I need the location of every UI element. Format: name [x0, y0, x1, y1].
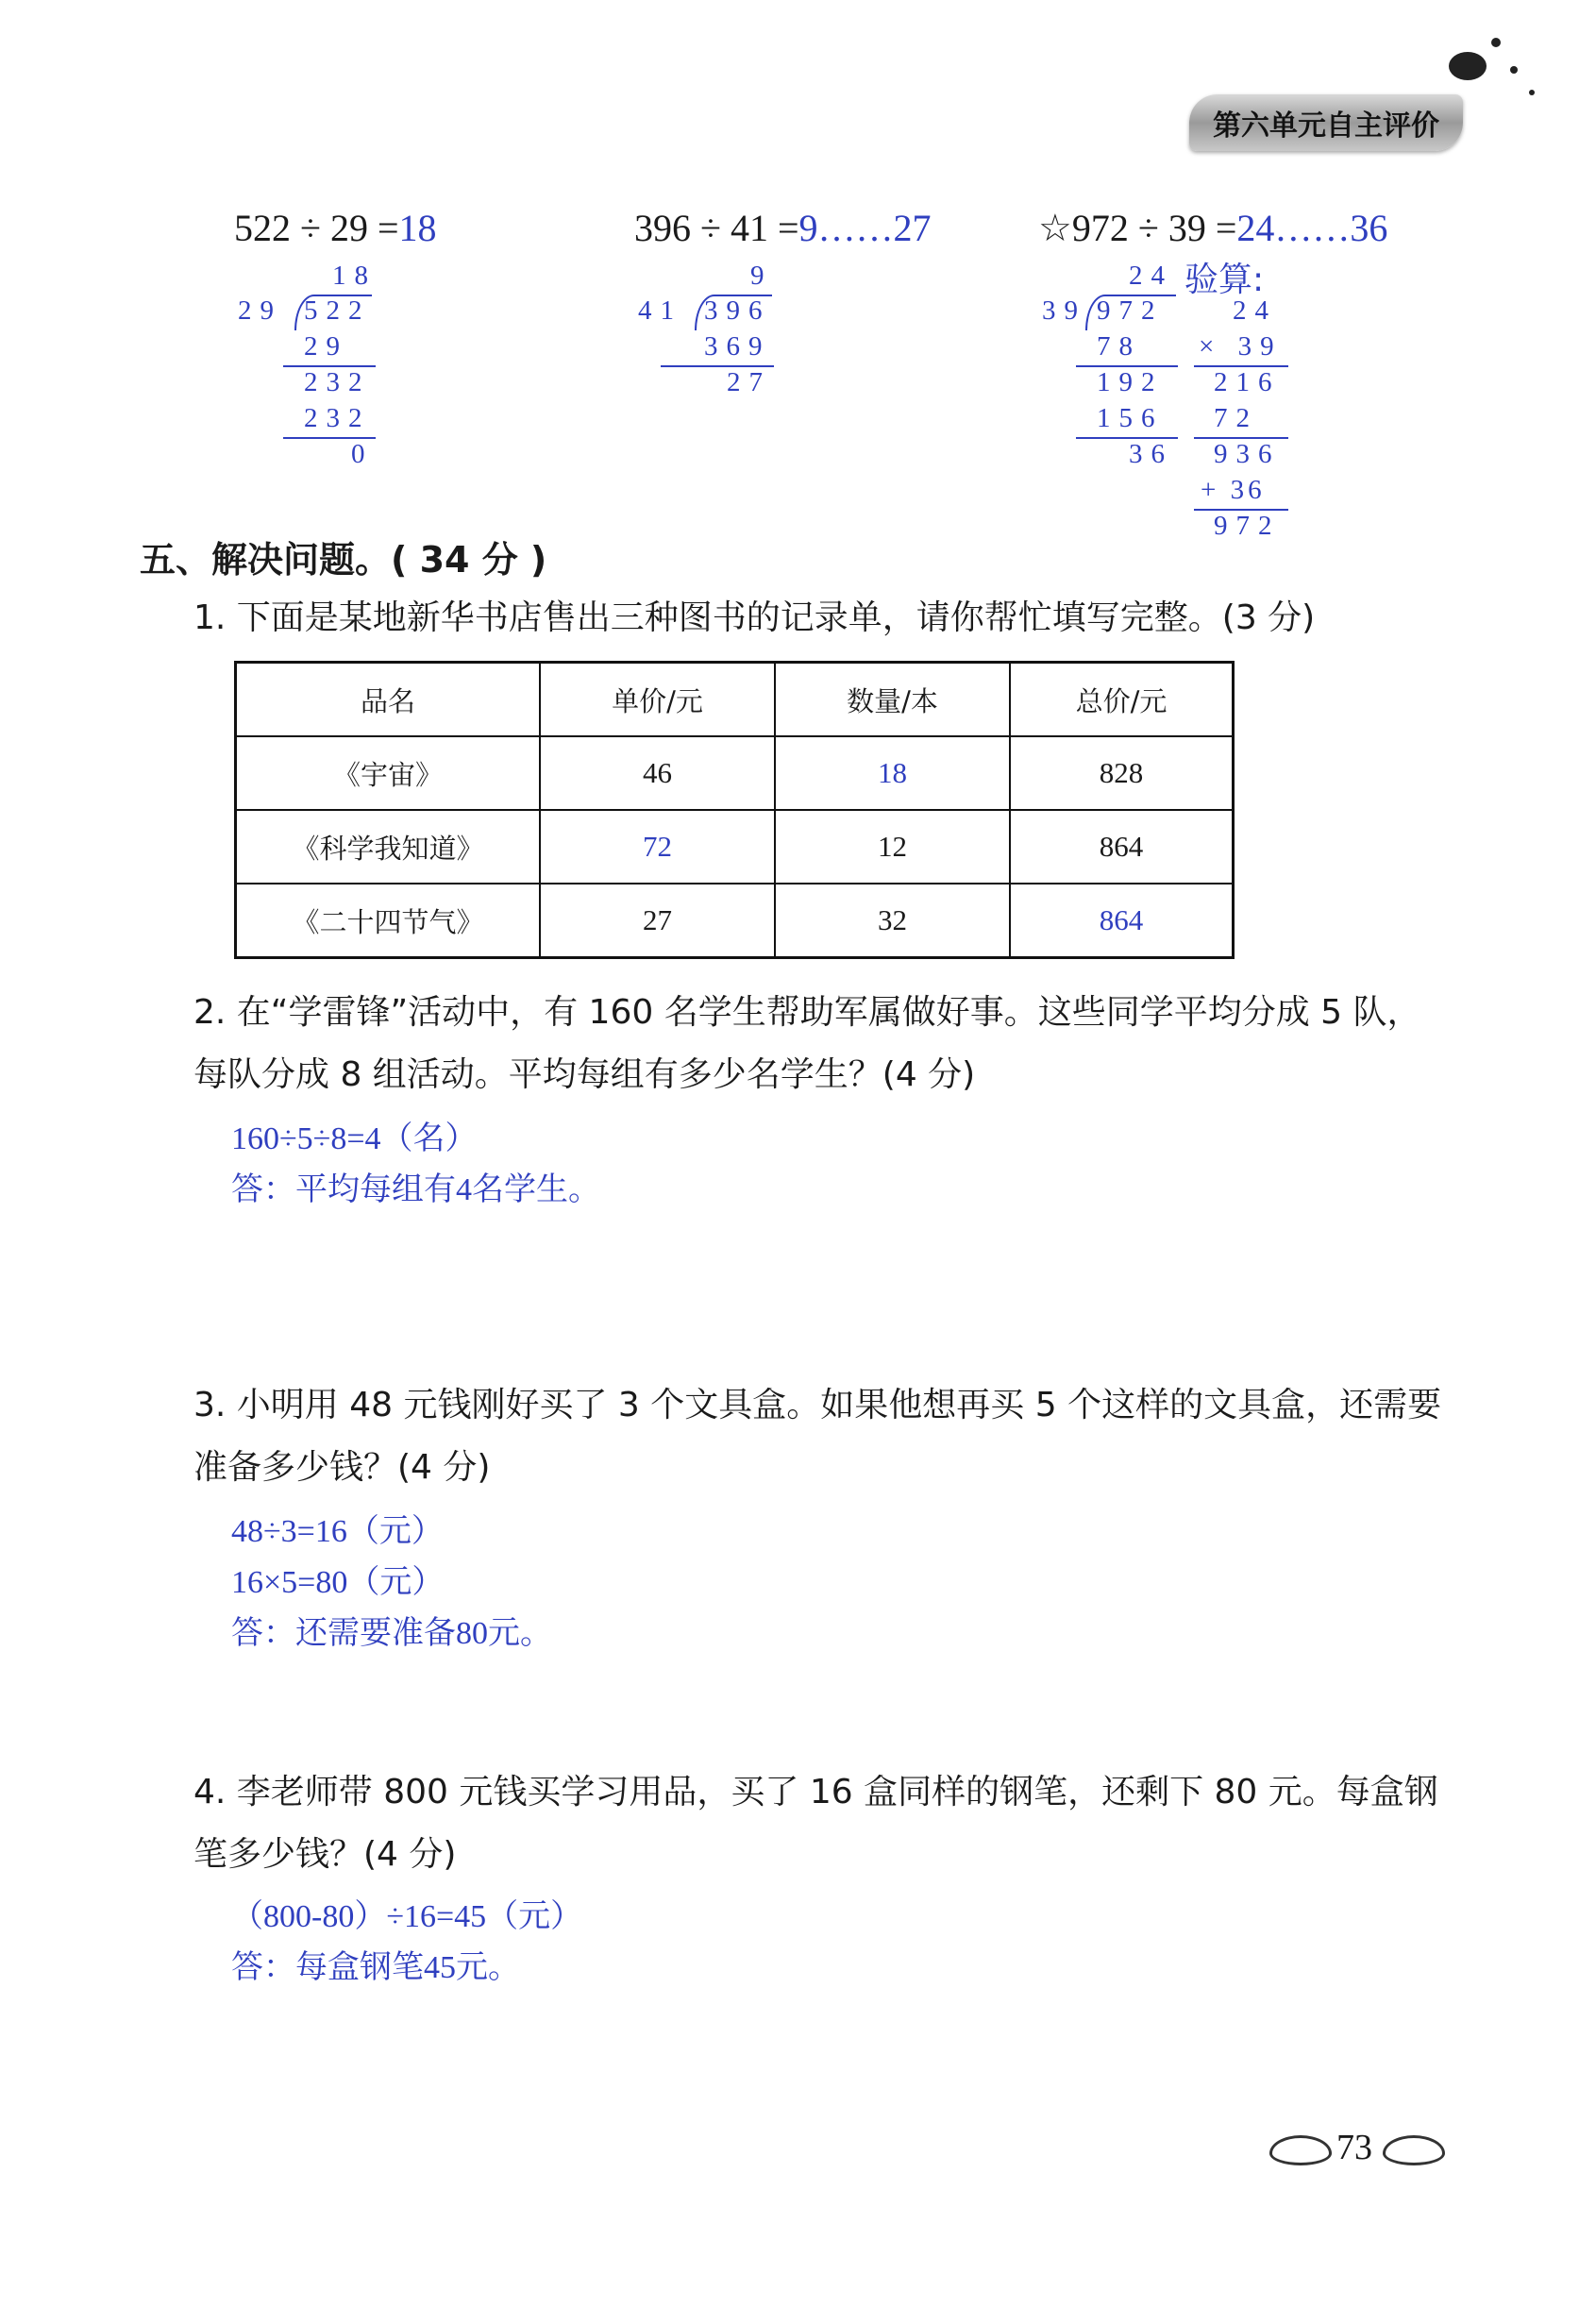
section-title: 五、解决问题。( 34 分 ) — [140, 539, 547, 581]
long-division-step: 156 — [1097, 403, 1164, 433]
table-header-cell: 单价/元 — [540, 663, 775, 737]
check-line: 24 — [1233, 295, 1277, 326]
long-division-step: 232 — [304, 367, 371, 397]
long-division-dividend-3: 972 — [1097, 295, 1164, 326]
table-header-cell: 品名 — [236, 663, 541, 737]
ink-dot-decoration — [1529, 90, 1535, 95]
division-answer-2: 9……27 — [798, 207, 932, 249]
long-division-dividend-2: 396 — [704, 295, 771, 326]
check-line: 936 — [1214, 439, 1281, 469]
check-line: 216 — [1214, 367, 1281, 397]
long-division-step: 232 — [304, 403, 371, 433]
check-line: 972 — [1214, 511, 1281, 541]
table-cell-book: 《宇宙》 — [236, 736, 541, 810]
check-label: 验算: — [1184, 261, 1265, 299]
table-header-cell: 数量/本 — [775, 663, 1010, 737]
table-header-cell: 总价/元 — [1010, 663, 1234, 737]
long-division-step: 369 — [704, 331, 771, 362]
answer-4-line: 答：每盒钢笔45元。 — [231, 1950, 520, 1985]
question-1: 1. 下面是某地新华书店售出三种图书的记录单，请你帮忙填写完整。(3 分) — [193, 598, 1316, 637]
division-answer-3: 24……36 — [1236, 207, 1388, 249]
ink-dot-decoration — [1491, 38, 1501, 47]
book-sales-table — [234, 661, 1235, 959]
check-line: + 36 — [1201, 475, 1266, 505]
long-division-step: 29 — [304, 331, 348, 362]
check-line: 72 — [1214, 403, 1258, 433]
question-4: 4. 李老师带 800 元钱买学习用品，买了 16 盒同样的钢笔，还剩下 80 元。每盒钢笔多少钱？(4 分) — [193, 1773, 1438, 1874]
division-answer-1: 18 — [398, 207, 437, 249]
division-question-1: 522 ÷ 29 =18 — [234, 207, 437, 249]
long-division-divisor-2: 41 — [638, 295, 682, 326]
long-division-quotient-2: 9 — [750, 261, 773, 291]
long-division-quotient-3: 24 — [1129, 261, 1173, 291]
answer-3-line: 答：还需要准备80元。 — [231, 1616, 552, 1651]
table-cell-book: 《科学我知道》 — [236, 810, 541, 884]
table-cell: 864 — [1010, 810, 1234, 884]
table-cell: 828 — [1010, 736, 1234, 810]
unit-title: 第六单元自主评价 — [1213, 110, 1439, 143]
question-2: 2. 在“学雷锋”活动中，有 160 名学生帮助军属做好事。这些同学平均分成 5 队，每队分成 8 组活动。平均每组有多少名学生？(4 分) — [193, 993, 1421, 1094]
question-3: 3. 小明用 48 元钱刚好买了 3 个文具盒。如果他想再买 5 个这样的文具盒，还需要准备多少钱？(4 分) — [193, 1386, 1442, 1487]
page-number: 73 — [1336, 2128, 1372, 2167]
table-header-row — [236, 663, 1234, 737]
long-division-step: 27 — [727, 367, 771, 397]
ink-splash-decoration — [1449, 52, 1487, 80]
table-cell: 32 — [775, 884, 1010, 958]
table-cell: 12 — [775, 810, 1010, 884]
answer-3-line: 16×5=80（元） — [231, 1565, 445, 1600]
answer-3-line: 48÷3=16（元） — [231, 1514, 444, 1549]
long-division-divisor-3: 39 — [1042, 295, 1086, 326]
table-cell-answer: 72 — [540, 810, 775, 884]
ink-dot-decoration — [1510, 66, 1518, 74]
long-division-dividend-1: 522 — [304, 295, 371, 326]
division-question-2: 396 ÷ 41 =9……27 — [634, 207, 932, 249]
answer-2-line: 160÷5÷8=4（名） — [231, 1121, 478, 1156]
table-cell-answer: 864 — [1010, 884, 1234, 958]
long-division-divisor-1: 29 — [238, 295, 282, 326]
long-division-step: 0 — [351, 439, 374, 469]
long-division-step: 192 — [1097, 367, 1164, 397]
table-cell: 46 — [540, 736, 775, 810]
table-row — [236, 810, 1234, 884]
table-cell-answer: 18 — [775, 736, 1010, 810]
long-division-step: 78 — [1097, 331, 1141, 362]
table-cell: 27 — [540, 884, 775, 958]
division-question-3: ☆972 ÷ 39 =24……36 — [1038, 207, 1388, 249]
check-line: × 39 — [1199, 331, 1283, 362]
table-row — [236, 736, 1234, 810]
answer-2-line: 答：平均每组有4名学生。 — [231, 1172, 600, 1207]
long-division-step: 36 — [1129, 439, 1173, 469]
table-cell-book: 《二十四节气》 — [236, 884, 541, 958]
table-row — [236, 884, 1234, 958]
answer-4-line: （800-80）÷16=45（元） — [231, 1899, 583, 1934]
long-division-quotient-1: 18 — [332, 261, 377, 291]
